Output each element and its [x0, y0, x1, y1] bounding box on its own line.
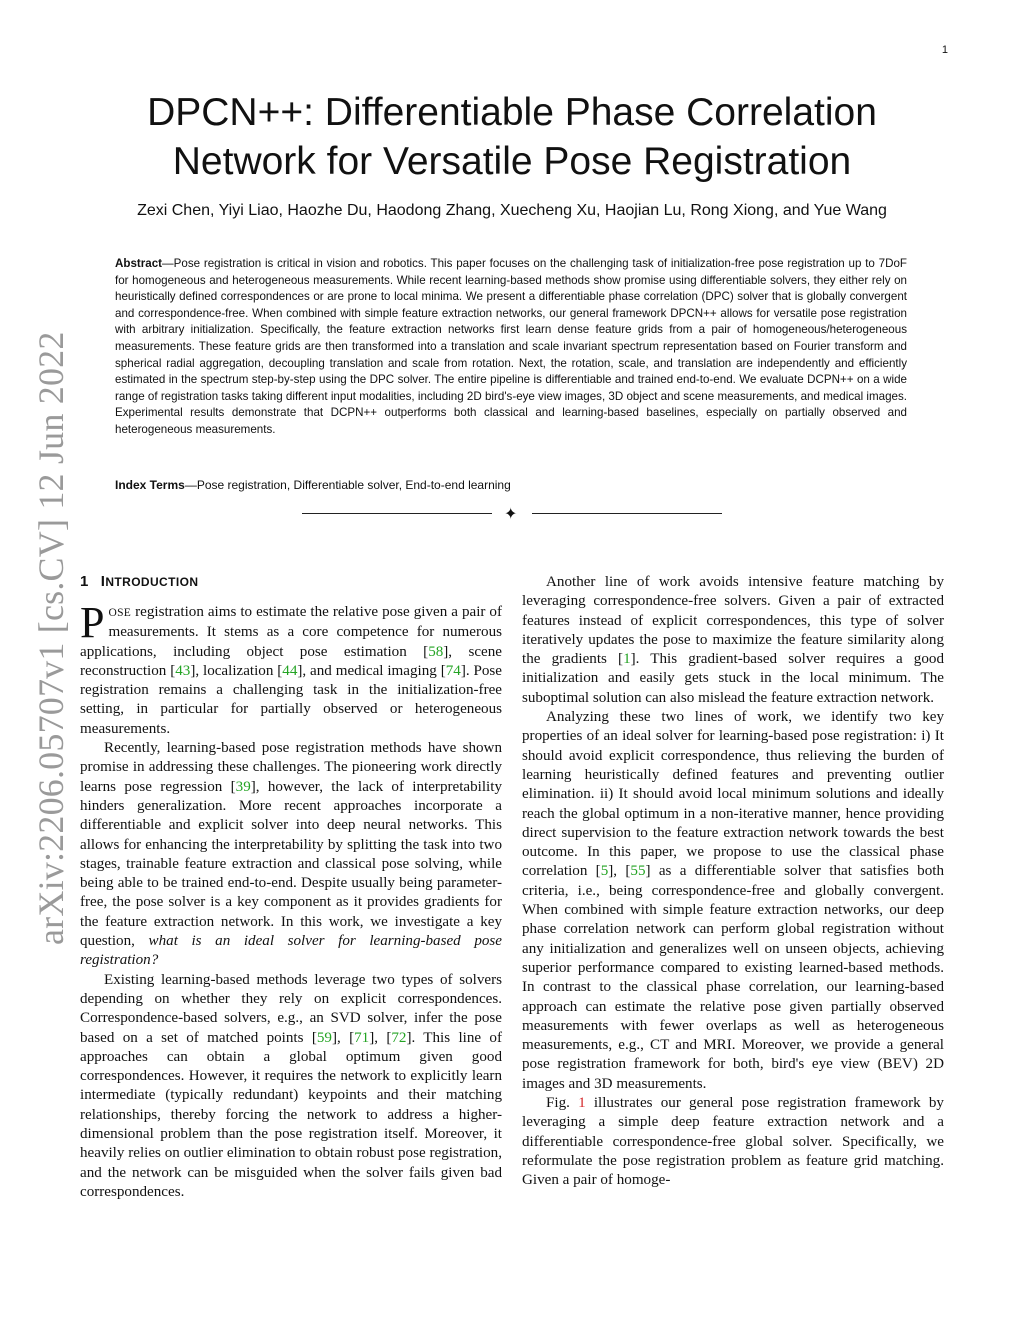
citation-link[interactable]: 55 [630, 863, 646, 880]
text-run: Fig. [546, 1095, 579, 1112]
intro-paragraph-3 [80, 971, 502, 1203]
citation-link[interactable]: 43 [175, 662, 191, 679]
citation-link[interactable]: 44 [282, 662, 298, 679]
separator-line-left [302, 513, 492, 514]
right-column [522, 573, 944, 1191]
drop-cap-smallcaps: OSE [108, 607, 132, 619]
abstract [115, 256, 907, 439]
paper-title [80, 88, 944, 186]
section-separator [302, 503, 722, 523]
author-list: Zexi Chen, Yiyi Liao, Haozhe Du, Haodong Zhang, Xuecheng Xu, Haojian Lu, Rong Xiong, and Yue Wang [137, 202, 887, 219]
text-run: illustrates our general pose registration framework by leveraging a simple deep feature extraction network and a differentiable correspondence-free global solver. Specifically, we reformulate the pose registration problem as feature grid matching. Given a pair of homoge- [522, 1095, 944, 1189]
citation-link[interactable]: 72 [391, 1029, 407, 1046]
text-run: ], and medical imaging [ [297, 662, 446, 679]
abstract-text: —Pose registration is critical in vision and robotics. This paper focuses on the challenging task of initialization-free pose registration up to 7DoF for homogeneous and heterogeneous measurements. While recent learning-based methods show promise using differentiable solvers, they either rely on heuristically defined correspondences or are prone to local minima. We present a differentiable phase correlation (DPC) solver that is globally convergent and correspondence-free. When combined with simple feature extraction networks, our general framework DPCN++ allows for versatile pose registration with arbitrary initialization. Specifically, the feature extraction networks first learn dense feature grids from a pair of homogeneous/heterogeneous measurements. These feature grids are then transformed into a translation and scale invariant spectrum representation based on Fourier transform and spherical radial aggregation, decoupling translation and scale from rotation. Next, the rotation, scale, and translation are independently and efficiently estimated in the spectrum step-by-step using the DPC solver. The entire pipeline is differentiable and trained end-to-end. We evaluate DCPN++ on a wide range of registration tasks taking different input modalities, including 2D bird's-eye view images, 3D object and scene measurements, and medical images. Experimental results demonstrate that DCPN++ outperforms both classical and learning-based baselines, especially on partially observed and heterogeneous measurements. [115, 257, 907, 436]
section-title-rest: NTRODUCTION [105, 575, 199, 589]
index-terms-label: Index Terms [115, 478, 185, 492]
text-run: ], [ [331, 1029, 355, 1046]
intro-paragraph-4 [522, 573, 944, 708]
text-run: ], [ [369, 1029, 392, 1046]
text-run: Another line of work avoids intensive feature matching by leveraging correspondence-free solvers. Given a pair of extracted features instead of explicit correspondences, this type of solver iteratively updates the pose to maximize the feature similarity along the gradients [ [522, 574, 944, 668]
text-run: ], localization [ [190, 662, 283, 679]
citation-link[interactable]: 39 [235, 778, 251, 795]
drop-cap: P [80, 598, 105, 647]
citation-link[interactable]: 59 [316, 1029, 332, 1046]
index-terms-text: —Pose registration, Differentiable solver, End-to-end learning [184, 478, 511, 492]
abstract-label: Abstract [115, 257, 163, 270]
key-question: what is an ideal solver for learning-based pose registration? [80, 933, 502, 969]
text-run: Recently, learning-based pose registration methods have shown promise in addressing these challenges. The pioneering work directly learns pose regression [ [80, 740, 502, 795]
intro-paragraph-2 [80, 739, 502, 971]
title-line-2: Network for Versatile Pose Registration [172, 140, 852, 183]
text-run: ]. Pose registration remains a challenging task in the initialization-free setting, in particular for partially observed or heterogeneous measurements. [80, 662, 502, 737]
section-number: 1 [80, 573, 89, 590]
text-run: registration aims to estimate the relative pose given a pair of measurements. It stems as a core competence for numerous applications, including object pose estimation [ [80, 604, 502, 660]
arxiv-identifier-stamp[interactable]: arXiv:2206.05707v1 [cs.CV] 12 Jun 2022 [31, 331, 71, 945]
page-number: 1 [941, 44, 948, 56]
section-heading-introduction [80, 573, 198, 590]
index-terms [115, 478, 907, 492]
citation-link[interactable]: 74 [445, 662, 461, 679]
text-run: ], scene reconstruction [ [80, 643, 503, 679]
text-run: ], however, the lack of interpretability hinders generalization. More recent approaches incorporate a differentiable and explicit solver into deep neural networks. This allows for enhancing the interpretability by splitting the task into two stages, trainable feature extraction and classical pose solving, while being able to be trained end-to-end. Despite usually being parameter-free, the pose solver is a key component as it provides gradients for the feature extraction network. In this work, we investigate a key question, [80, 778, 502, 950]
text-run: ] as a differentiable solver that satisfies both criteria, i.e., being correspondence-free and globally convergent. When combined with simple feature extraction networks, our deep phase correlation network can perform global registration without any initialization and generalizes well on unseen objects, achieving superior performance compared to existing learned-based methods. In contrast to the classical phase correlation, our learning-based approach can estimate the relative pose given partially observed measurements with fewer overlaps as well as heterogeneous measurements, e.g., CT and MRI. Moreover, we provide a general pose registration framework for both, bird's eye view (BEV) 2D images and 3D measurements. [522, 863, 944, 1092]
section-title-initial: I [100, 573, 106, 590]
text-run: ], [ [608, 863, 631, 880]
text-run: ]. This gradient-based solver requires a good initialization and easily gets stuck in the local minimum. The suboptimal solution can also mislead the feature extraction network. [522, 651, 944, 706]
separator-line-right [532, 513, 722, 514]
text-run: Existing learning-based methods leverage two types of solvers depending on whether they rely on explicit correspondences. Correspondence-based solvers, e.g., an SVD solver, infer the pose based on a set of matched points [ [80, 971, 502, 1046]
left-column [80, 598, 503, 1202]
figure-reference-link[interactable]: 1 [578, 1095, 586, 1112]
citation-link[interactable]: 58 [428, 643, 444, 660]
intro-paragraph-1 [80, 598, 503, 739]
text-run: ]. This line of approaches can obtain a global optimum given good correspondences. However, it requires the network to explicitly learn intermediate (typically redundant) keypoints and their matching relationships, thereby forcing the network to address a higher-dimensional problem than the pose registration itself. Moreover, it heavily relies on outlier elimination to obtain robust pose registration, and the network can be misguided when the solver fails given bad correspondences. [80, 1029, 502, 1200]
title-line-1: DPCN++: Differentiable Phase Correlation [147, 91, 877, 134]
citation-link[interactable]: 71 [354, 1029, 370, 1046]
intro-paragraph-6 [522, 1094, 944, 1190]
citation-link[interactable]: 1 [623, 651, 631, 668]
citation-link[interactable]: 5 [600, 863, 609, 880]
intro-paragraph-5 [522, 708, 944, 1094]
separator-diamond-icon: ✦ [504, 504, 518, 523]
text-run: Analyzing these two lines of work, we identify two key properties of an ideal solver for learning-based pose registration: i) It should avoid explicit correspondence, thus relieving the burden of learning heuristically defined features and preventing outlier elimination. ii) It should avoid local minimum solutions and ideally reach the global optimum in a non-iterative manner, hence providing direct supervision to the feature extraction network towards the best outcome. In this paper, we propose to use the classical phase correlation [ [522, 709, 944, 880]
